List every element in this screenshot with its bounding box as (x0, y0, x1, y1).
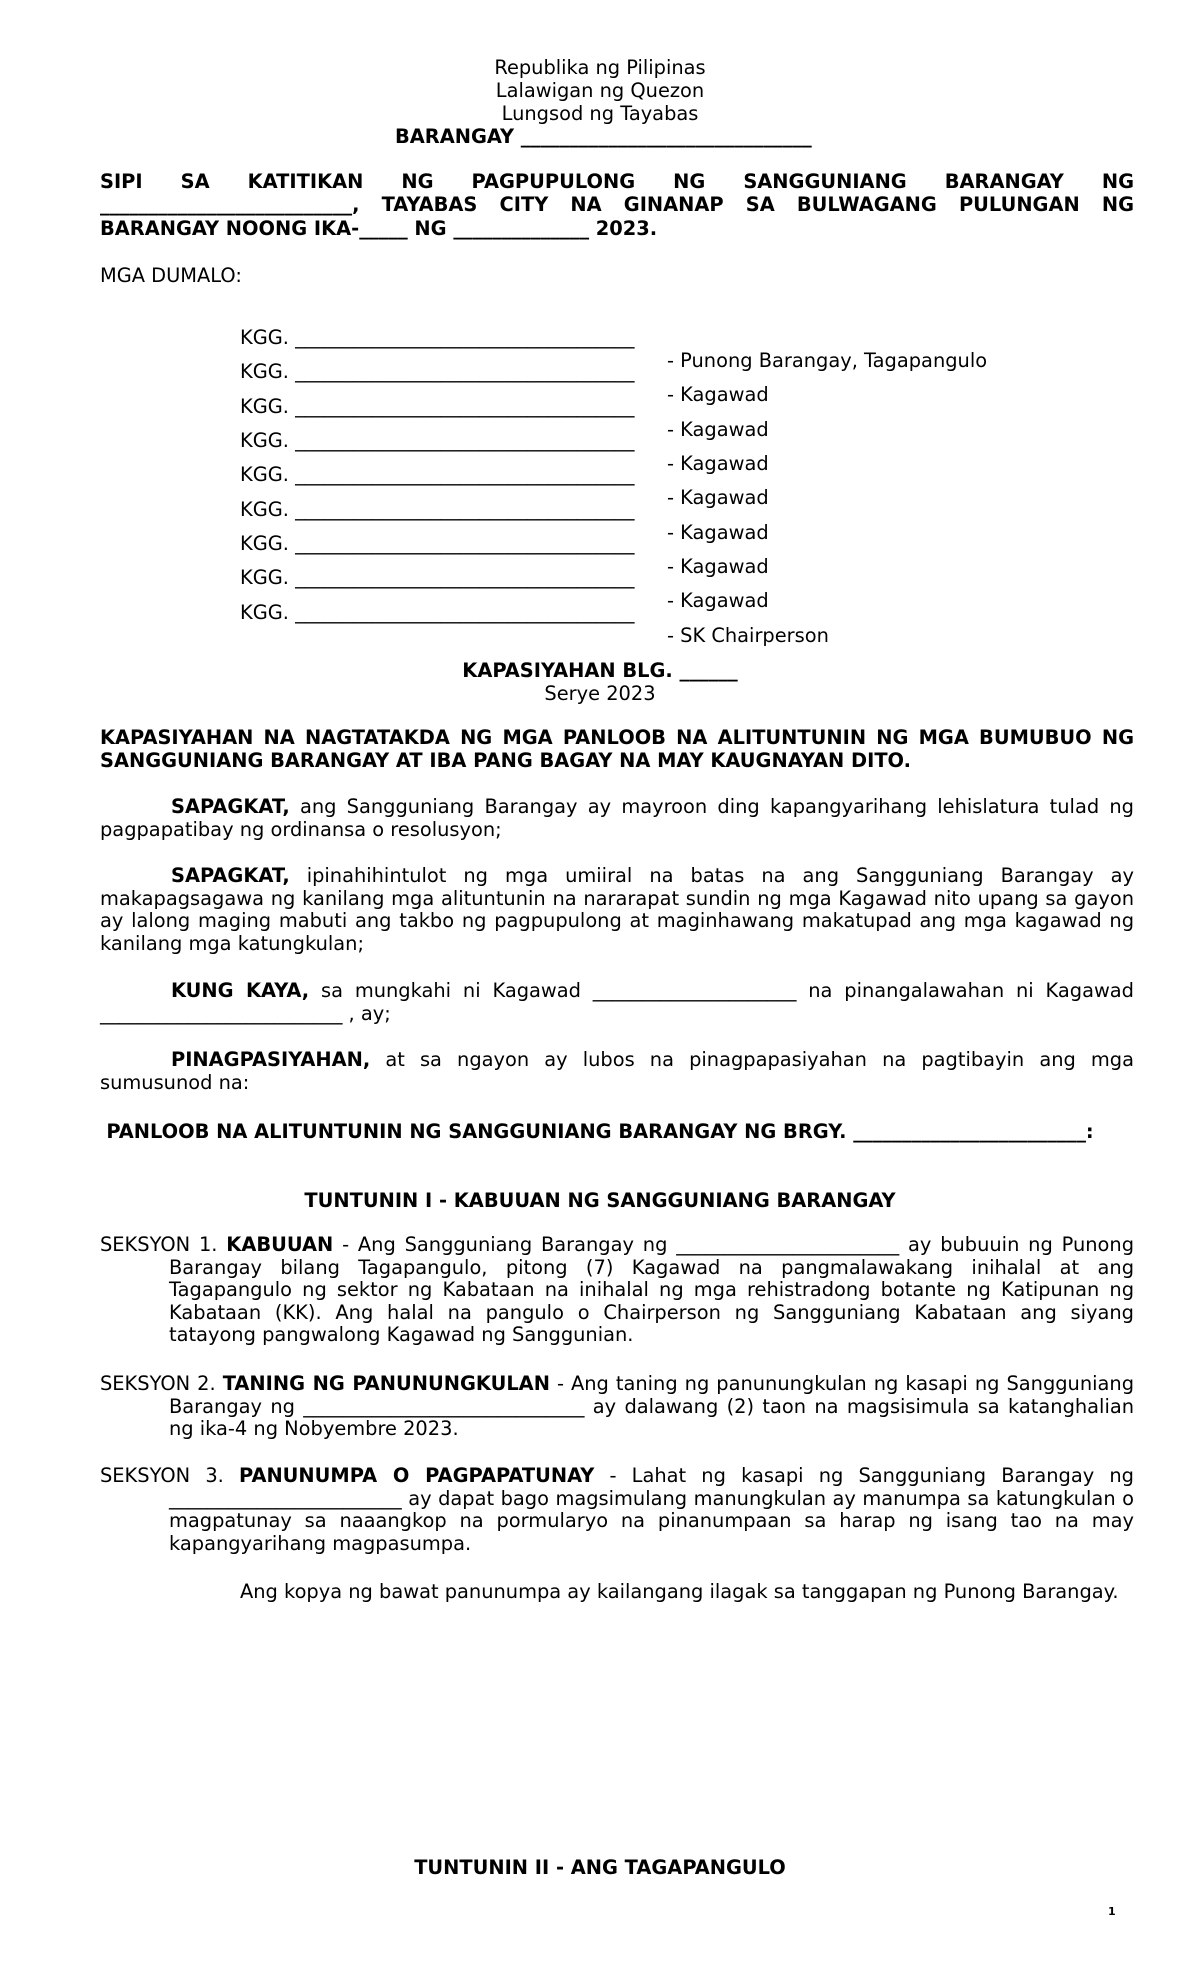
rule-2-heading: TUNTUNIN II - ANG TAGAPANGULO (414, 1856, 786, 1879)
attendee-role: - Kagawad (667, 383, 769, 406)
attendee-name-blank: KGG. ___________________________________ (240, 463, 635, 486)
barangay-heading: BARANGAY ______________________________ (395, 125, 812, 148)
attendee-role: - Kagawad (667, 589, 769, 612)
paragraph-lead: SAPAGKAT, (171, 864, 290, 887)
title-line-2: __________________________, TAYABAS CITY NA GINANAP SA BULWAGANG PULUNGAN NG (100, 193, 1134, 216)
section-title: PANUNUMPA O PAGPAPATUNAY (239, 1464, 595, 1487)
section-3-note: Ang kopya ng bawat panunumpa ay kailangang ilagak sa tanggapan ng Punong Barangay. (240, 1580, 1119, 1603)
attendee-role: - Kagawad (667, 555, 769, 578)
title-line-3: BARANGAY NOONG IKA-_____ NG ______________ 2023. (100, 217, 658, 240)
resolution-series: Serye 2023 (544, 682, 656, 705)
republic-heading: Republika ng Pilipinas (494, 56, 706, 79)
title-line-1: SIPI SA KATITIKAN NG PAGPUPULONG NG SANGGUNIANG BARANGAY NG (100, 170, 1134, 193)
section-body: - Lahat ng kasapi ng Sangguniang Barangay ng ________________________ ay dapat bago magsimulang manungkulan ay manumpa sa katungkulan o magpatunay sa naaangkop na pormularyo na pinanumpaan sa harap ng isang tao na may kapangyarihang magpasumpa. (169, 1464, 1134, 1555)
province-heading: Lalawigan ng Quezon (495, 79, 705, 102)
resolution-number: KAPASIYAHAN BLG. ______ (462, 659, 738, 682)
whereas-paragraph-2 (100, 865, 1134, 955)
therefore-paragraph (100, 980, 1134, 1025)
attendee-name-blank: KGG. ___________________________________ (240, 566, 635, 589)
attendee-role: - Kagawad (667, 486, 769, 509)
section-label: SEKSYON 2. (100, 1372, 223, 1395)
paragraph-body: ang Sangguniang Barangay ay mayroon ding kapangyarihang lehislatura tulad ng pagpapatibay ng ordinansa o resolusyon; (100, 795, 1134, 841)
paragraph-lead: PINAGPASIYAHAN, (171, 1048, 371, 1071)
section-body: - Ang Sangguniang Barangay ng _______________________ ay bubuuin ng Punong Barangay bilang Tagapangulo, pitong (7) Kagawad na pangmalawakang inihalal at ang Tagapangulo ng sektor ng Kabataan na inihalal ng mga rehistradong botante ng Katipunan ng Kabataan (KK). Ang halal na pangulo o Chairperson ng Sangguniang Kabataan ang siyang tatayong pangwalong Kagawad ng Sanggunian. (169, 1233, 1135, 1346)
internal-rules-title: PANLOOB NA ALITUNTUNIN NG SANGGUNIANG BARANGAY NG BRGY. ________________________: (106, 1120, 1094, 1143)
attendees-heading: MGA DUMALO: (100, 264, 242, 287)
attendee-name-blank: KGG. ___________________________________ (240, 429, 635, 452)
resolution-title: KAPASIYAHAN NA NAGTATAKDA NG MGA PANLOOB NA ALITUNTUNIN NG MGA BUMUBUO NG SANGGUNIANG BARANGAY AT IBA PANG BAGAY NA MAY KAUGNAYAN DITO. (100, 726, 1134, 772)
section-title: TANING NG PANUNUNGKULAN (222, 1372, 550, 1395)
attendee-name-blank: KGG. ___________________________________ (240, 532, 635, 555)
page-number: 1 (1108, 1905, 1116, 1918)
attendee-role: - Kagawad (667, 521, 769, 544)
attendee-row (0, 578, 1200, 670)
rule-1-heading: TUNTUNIN I - KABUUAN NG SANGGUNIANG BARANGAY (304, 1189, 896, 1212)
attendee-name-blank: KGG. ___________________________________ (240, 326, 635, 349)
section-label: SEKSYON 1. (100, 1233, 227, 1256)
attendee-role: - Kagawad (667, 452, 769, 475)
resolved-paragraph (100, 1049, 1134, 1094)
city-heading: Lungsod ng Tayabas (501, 102, 699, 125)
whereas-paragraph-1 (100, 796, 1134, 841)
paragraph-body: at sa ngayon ay lubos na pinagpapasiyahan na pagtibayin ang mga sumusunod na: (100, 1048, 1134, 1094)
attendee-name-blank: KGG. ___________________________________ (240, 498, 635, 521)
attendee-name-blank: KGG. ___________________________________ (240, 360, 635, 383)
attendee-role: - SK Chairperson (667, 624, 829, 647)
paragraph-body: ipinahihintulot ng mga umiiral na batas na ang Sangguniang Barangay ay makapagsagawa ng kanilang mga alituntunin na nararapat sundin ng mga Kagawad nito upang sa gayon ay lalong maging mabuti ang takbo ng pagpupulong at maginhawang makatupad ang mga kagawad ng kanilang mga katungkulan; (100, 864, 1134, 955)
section-title: KABUUAN (226, 1233, 334, 1256)
attendee-name-blank: KGG. ___________________________________ (240, 395, 635, 418)
attendee-role: - Punong Barangay, Tagapangulo (667, 349, 988, 372)
section-3 (100, 1465, 1134, 1555)
paragraph-lead: KUNG KAYA, (171, 979, 310, 1002)
paragraph-lead: SAPAGKAT, (171, 795, 290, 818)
section-2 (100, 1373, 1134, 1441)
section-1 (100, 1234, 1134, 1347)
section-body: - Ang taning ng panunungkulan ng kasapi ng Sangguniang Barangay ng _____________________________ ay dalawang (2) taon na magsisimula sa katanghalian ng ika-4 ng Nobyembre 2023. (169, 1372, 1135, 1440)
attendee-name-blank: KGG. ___________________________________ (240, 601, 635, 624)
attendee-role: - Kagawad (667, 418, 769, 441)
paragraph-body: sa mungkahi ni Kagawad _____________________ na pinangalawahan ni Kagawad _________________________ , ay; (100, 979, 1134, 1025)
section-label: SEKSYON 3. (100, 1464, 240, 1487)
